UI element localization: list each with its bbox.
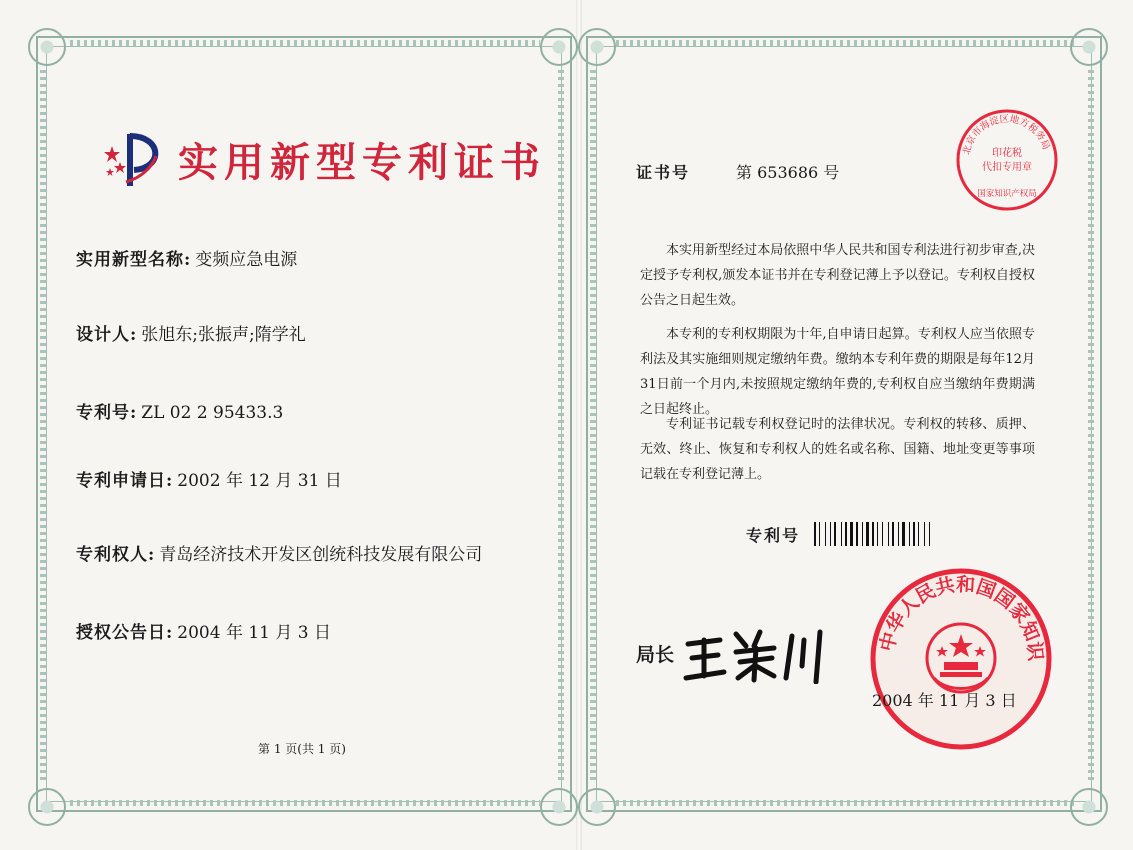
patent-barcode-row: [746, 522, 964, 546]
certificate-title: 实用新型专利证书: [178, 138, 546, 186]
director-label: 局长: [636, 643, 675, 666]
right-border-lace-left: [590, 70, 596, 780]
barcode-bar: [825, 522, 826, 546]
field-label: 实用新型名称:: [76, 250, 192, 270]
field-utility-model-name: [76, 245, 297, 270]
field-value: 变频应急电源: [195, 250, 298, 270]
field-label: 授权公告日:: [76, 623, 174, 643]
left-corner-ornament: [540, 28, 578, 66]
field-label: 专利申请日:: [76, 471, 174, 491]
right-corner-ornament: [1070, 788, 1108, 826]
certificate-header: [100, 128, 546, 190]
barcode-bar: [882, 522, 883, 546]
barcode-bar: [892, 522, 894, 546]
barcode-bar: [872, 522, 874, 546]
tax-stamp-center-line: 代扣专用章: [982, 162, 1032, 173]
field-filing-date: [76, 466, 342, 491]
field-grant-date: [76, 618, 331, 643]
left-corner-ornament: [540, 788, 578, 826]
barcode-bar: [850, 522, 853, 546]
sipo-seal: [868, 566, 1054, 752]
sipo-seal-text: 中华人民共和国国家知识: [876, 573, 1047, 662]
field-value: 2002 年 12 月 31 日: [177, 471, 342, 491]
left-border-lace-right: [558, 70, 564, 780]
barcode-bar: [877, 522, 878, 546]
field-label: 专利权人:: [76, 545, 156, 565]
page-number: 第 1 页(共 1 页): [258, 742, 346, 756]
field-patentee: [76, 540, 482, 565]
field-value: 2004 年 11 月 3 日: [177, 623, 332, 643]
barcode-bar: [834, 522, 836, 546]
field-value: 青岛经济技术开发区创统科技发展有限公司: [159, 545, 483, 565]
left-corner-ornament: [28, 28, 66, 66]
body-paragraph: 本实用新型经过本局依照中华人民共和国专利法进行初步审查,决定授予专利权,颁发本证书并在专利登记薄上予以登记。专利权自授权公告之日起生效。: [640, 243, 1035, 308]
right-border-lace-bottom: [616, 800, 1076, 806]
barcode-bar: [929, 522, 930, 546]
tax-stamp-ring-text: 北京市海淀区地方税务局: [961, 113, 1052, 156]
patent-barcode-label: 专利号: [746, 525, 801, 545]
field-value: 张旭东;张振声;隋学礼: [141, 325, 306, 345]
page-fold: [576, 0, 582, 850]
field-label: 设计人:: [76, 325, 138, 345]
right-border-lace-right: [1088, 70, 1094, 780]
left-border-lace-top: [70, 40, 540, 46]
barcode-bar: [856, 522, 858, 546]
right-corner-ornament: [578, 28, 616, 66]
right-border-lace-top: [616, 40, 1076, 46]
patent-office-logo-icon: [100, 128, 170, 190]
barcode-icon: [814, 522, 964, 546]
right-corner-ornament: [578, 788, 616, 826]
director-signature-row: [636, 622, 830, 684]
left-border-lace-left: [40, 70, 46, 780]
barcode-bar: [898, 522, 899, 546]
right-corner-ornament: [1070, 28, 1108, 66]
certificate-number-label: 证书号: [636, 163, 691, 182]
body-paragraph: 本专利的专利权期限为十年,自申请日起算。专利权人应当依照专利法及其实施细则规定缴纳年费。缴纳本专利年费的期限是每年12月31日前一个月内,未按照规定缴纳年费的,专利权自应当缴纳年费期满之日起终止。: [640, 327, 1035, 417]
barcode-bar: [830, 522, 831, 546]
field-value: ZL 02 2 95433.3: [141, 403, 284, 423]
barcode-bar: [924, 522, 925, 546]
barcode-bar: [918, 522, 919, 546]
tax-stamp-center-line: 印花税: [992, 148, 1022, 159]
body-paragraph: 专利证书记载专利权登记时的法律状况。专利权的转移、质押、无效、终止、恢复和专利权人的姓名或名称、国籍、地址变更等事项记载在专利登记薄上。: [640, 417, 1035, 482]
certificate-number: [636, 160, 839, 183]
barcode-bar: [913, 522, 915, 546]
barcode-bar: [902, 522, 905, 546]
barcode-bar: [909, 522, 910, 546]
field-label: 专利号:: [76, 403, 138, 423]
left-corner-ornament: [28, 788, 66, 826]
barcode-bar: [819, 522, 820, 546]
barcode-bar: [866, 522, 869, 546]
director-signature: [680, 622, 830, 684]
field-designers: [76, 320, 306, 345]
barcode-bar: [888, 522, 889, 546]
barcode-bar: [862, 522, 863, 546]
issue-date: 2004 年 11 月 3 日: [872, 691, 1017, 710]
barcode-bar: [841, 522, 842, 546]
barcode-bar: [845, 522, 847, 546]
barcode-bar: [814, 522, 816, 546]
left-border-lace-bottom: [70, 800, 540, 806]
field-patent-number: [76, 398, 283, 423]
certificate-number-value: 第 653686 号: [736, 163, 840, 182]
tax-stamp: [955, 108, 1059, 212]
tax-stamp-bottom-text: 国家知识产权局: [977, 189, 1037, 199]
